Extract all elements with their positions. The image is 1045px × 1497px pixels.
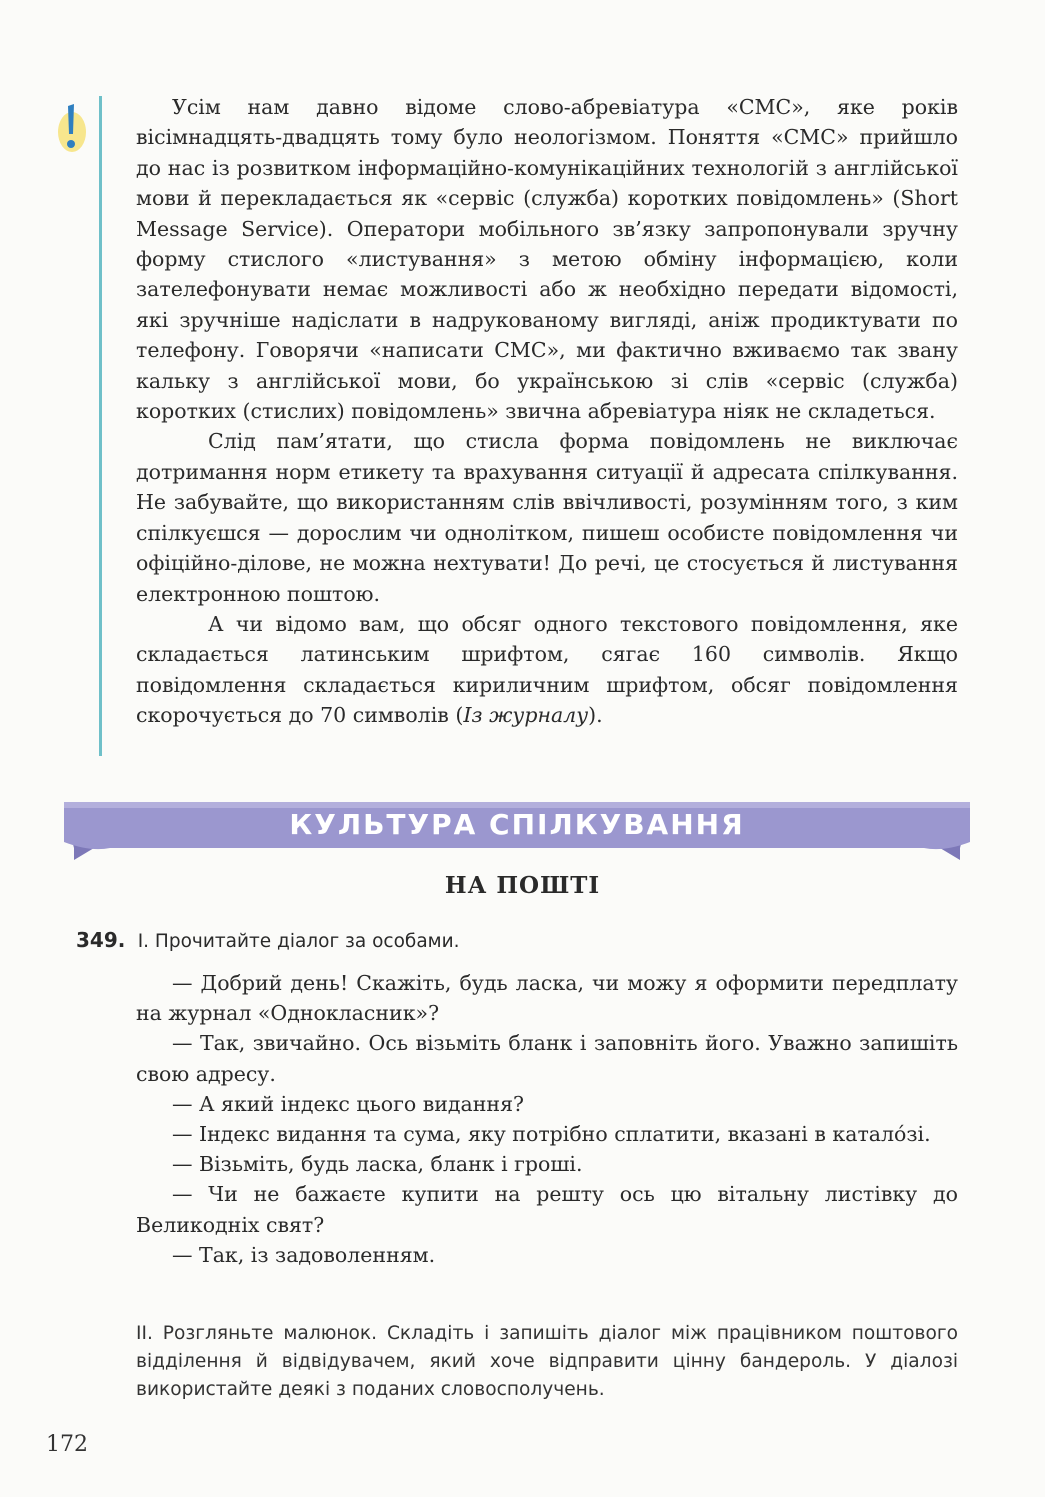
info-block-border [99,96,102,756]
banner-title: КУЛЬТУРА СПІЛКУВАННЯ [289,808,745,841]
info-paragraph: Усім нам давно відоме слово-абревіатура «СМС», яке років вісімнадцять-двадцять тому було неологізмом. Поняття «СМС» прийшло до нас із розвитком інформаційно-комунікаційних технологій з англійської мови й перекладається як «сервіс (служба) коротких повідомлень» (Short Message Service). Оператори мобільного зв’язку запропонували зручну форму стислого «листування» з метою обміну інформацією, коли зателефонувати немає можливості або ж необхідно передати відомості, які зручніше надіслати в надрукованому вигляді, аніж продиктувати по телефону. Говорячи «написати СМС», ми фактично вживаємо так звану кальку з англійської мови, бо українською зі слів «сервіс (служба) коротких (стислих) повідомлень» звична абревіатура ніяк не складеться. [136,95,958,424]
dialogue-line: — Візьміть, будь ласка, бланк і гроші. [172,1152,583,1177]
info-source-tail: ). [588,703,603,728]
section-title: НА ПОШТІ [444,872,601,899]
info-block [136,92,958,731]
info-exclamation-icon [58,98,92,156]
exercise-number: 349. [76,928,126,952]
info-paragraph-text: А чи відомо вам, що обсяг одного текстового повідомлення, яке складається латинським шрифтом, сягає 160 символів. Якщо повідомлення складається кириличним шрифтом, обсяг повідомлення скорочується до 70 символів ( [136,611,958,728]
page-number: 172 [46,1432,88,1457]
info-paragraph [136,609,958,731]
dialogue-line: — Так, із задоволенням. [172,1242,436,1267]
dialogue-line: — А який індекс цього видання? [172,1091,525,1116]
info-source: Із журналу [463,703,589,728]
dialogue [136,968,958,1270]
dialogue-line: — Так, звичайно. Ось візьміть бланк і заповніть його. Уважно запишіть свою адресу. [136,1031,958,1086]
dialogue-line: — Чи не бажаєте купити на решту ось цю вітальну листівку до Великодніх свят? [136,1182,958,1237]
exercise-header [76,926,936,956]
dialogue-line: — Добрий день! Скажіть, будь ласка, чи можу я оформити передплату на журнал «Однокласник»? [136,971,958,1026]
info-paragraph: Слід пам’ятати, що стисла форма повідомлень не виключає дотримання норм етикету та врахування ситуації й адресата спілкування. Не забувайте, що використанням слів ввічливості, розумінням того, з ким спілкуєшся — дорослим чи однолітком, пишеш особисте повідомлення чи офіційно-ділове, не можна нехтувати! До речі, це стосується й листування електронною поштою. [136,429,958,606]
exercise-instruction: І. Прочитайте діалог за особами. [137,931,460,952]
exercise-part-two: ІІ. Розгляньте малюнок. Складіть і запишіть діалог між працівником поштового відділення й відвідувачем, який хоче відправити цінну бандероль. У діалозі використайте деякі з поданих словосполучень. [136,1323,958,1400]
dialogue-line: — Індекс видання та сума, яку потрібно сплатити, вказані в катало́зі. [172,1122,931,1147]
